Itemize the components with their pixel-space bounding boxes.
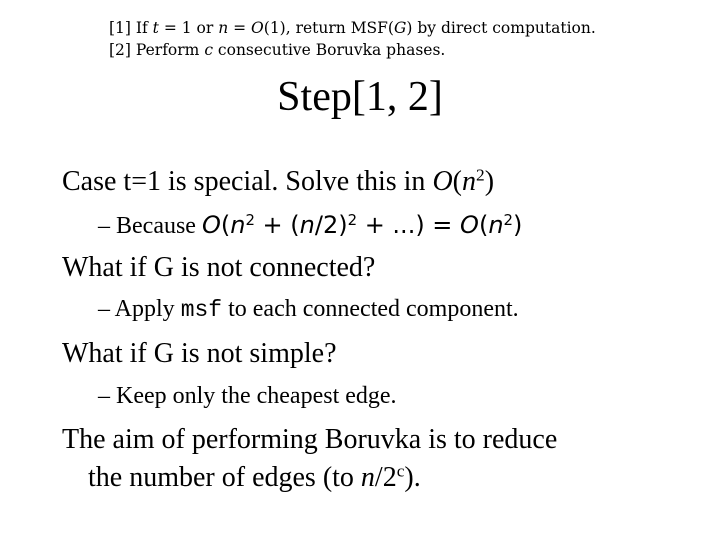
bullet-aim-boruvka-cont: the number of edges (to n/2$^c$).	[88, 461, 421, 493]
algorithm-step-1: [1] If t = 1 or n = O(1), return MSF(G) by direct computation.	[109, 19, 596, 37]
bullet-case-t1: Case t=1 is special. Solve this in $O(n^2)$	[62, 165, 495, 197]
algorithm-step-2: [2] Perform c consecutive Boruvka phases.	[109, 41, 446, 59]
bullet-not-simple: What if G is not simple?	[62, 338, 337, 369]
slide-title: Step[1, 2]	[277, 74, 443, 120]
bullet-not-connected: What if G is not connected?	[62, 252, 376, 283]
algorithm-box	[109, 17, 596, 61]
sub-bullet-cheapest-edge: – Keep only the cheapest edge.	[98, 383, 397, 409]
complexity-formula: $O(n^2 + (n/2)^2$ + ...) = $O(n^2)$	[201, 210, 523, 239]
sub-bullet-apply-msf: – Apply msf to each connected component.	[98, 296, 519, 323]
sub-bullet-because: – Because $O(n^2 + (n/2)^2$ + ...) = $O(n^2)$	[98, 210, 523, 239]
code-msf: msf	[180, 297, 223, 323]
bullet-aim-boruvka: The aim of performing Boruvka is to reduce	[62, 424, 558, 455]
